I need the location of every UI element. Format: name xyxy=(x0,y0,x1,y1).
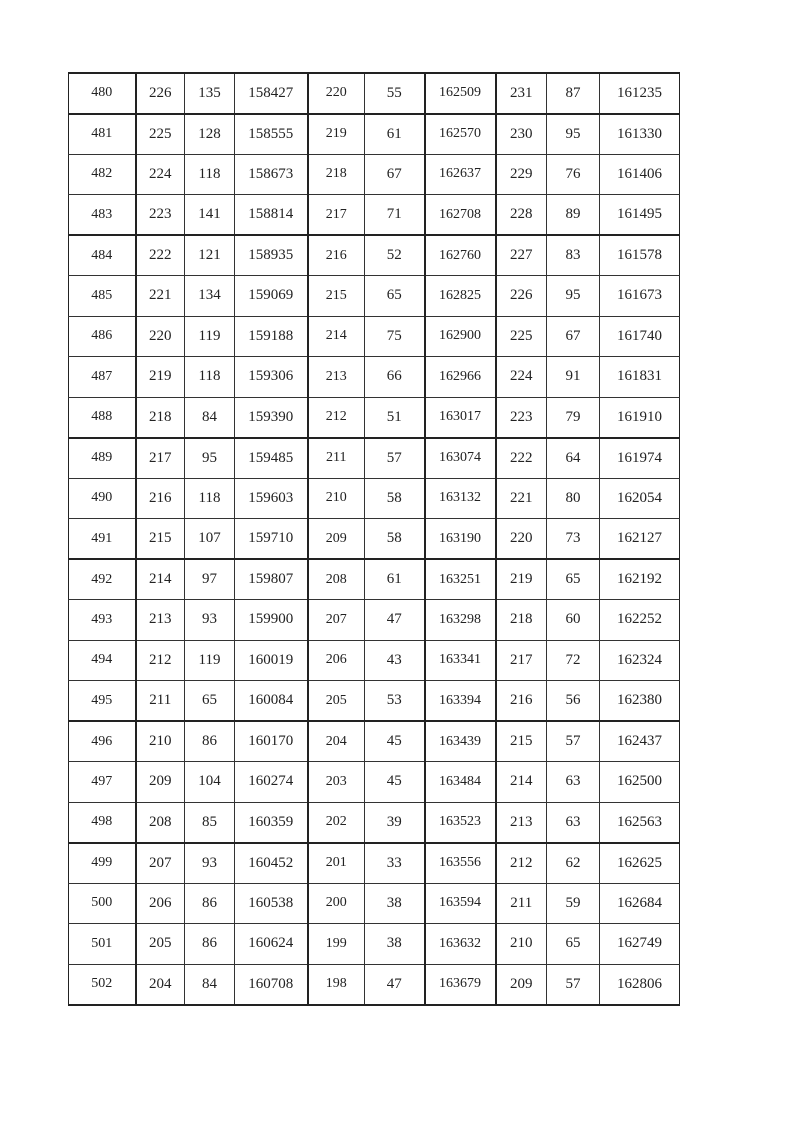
table-row xyxy=(69,235,680,276)
table-cell: 121 xyxy=(185,235,235,276)
table-cell: 56 xyxy=(547,681,600,722)
table-cell: 67 xyxy=(547,316,600,357)
table-cell: 212 xyxy=(136,640,185,681)
table-cell: 162749 xyxy=(600,924,680,965)
table-cell: 38 xyxy=(365,883,425,924)
table-cell: 217 xyxy=(496,640,547,681)
table-cell: 86 xyxy=(185,883,235,924)
table-cell: 207 xyxy=(308,600,365,641)
table-cell: 210 xyxy=(136,721,185,762)
table-cell: 207 xyxy=(136,843,185,884)
table-cell: 212 xyxy=(496,843,547,884)
table-cell: 162637 xyxy=(425,154,496,195)
table-cell: 163074 xyxy=(425,438,496,479)
table-cell: 89 xyxy=(547,195,600,236)
table-cell: 213 xyxy=(496,802,547,843)
table-row xyxy=(69,73,680,114)
table-cell: 163017 xyxy=(425,397,496,438)
table-cell: 481 xyxy=(69,114,136,155)
table-cell: 119 xyxy=(185,640,235,681)
table-cell: 47 xyxy=(365,600,425,641)
table-cell: 47 xyxy=(365,964,425,1005)
table-cell: 161330 xyxy=(600,114,680,155)
table-cell: 93 xyxy=(185,843,235,884)
table-cell: 107 xyxy=(185,519,235,560)
table-cell: 210 xyxy=(308,478,365,519)
table-cell: 63 xyxy=(547,802,600,843)
table-cell: 95 xyxy=(547,114,600,155)
table-cell: 493 xyxy=(69,600,136,641)
table-cell: 216 xyxy=(496,681,547,722)
table-cell: 162380 xyxy=(600,681,680,722)
table-cell: 485 xyxy=(69,276,136,317)
table-cell: 163632 xyxy=(425,924,496,965)
table-cell: 64 xyxy=(547,438,600,479)
table-cell: 218 xyxy=(496,600,547,641)
table-cell: 211 xyxy=(136,681,185,722)
table-body xyxy=(69,73,680,1005)
table-cell: 162127 xyxy=(600,519,680,560)
table-cell: 215 xyxy=(308,276,365,317)
table-cell: 160708 xyxy=(235,964,308,1005)
table-cell: 496 xyxy=(69,721,136,762)
table-cell: 162806 xyxy=(600,964,680,1005)
table-cell: 158814 xyxy=(235,195,308,236)
table-cell: 158673 xyxy=(235,154,308,195)
table-cell: 159390 xyxy=(235,397,308,438)
table-row xyxy=(69,721,680,762)
table-cell: 224 xyxy=(136,154,185,195)
table-cell: 204 xyxy=(308,721,365,762)
table-cell: 163523 xyxy=(425,802,496,843)
table-cell: 231 xyxy=(496,73,547,114)
table-cell: 45 xyxy=(365,721,425,762)
table-cell: 214 xyxy=(136,559,185,600)
table-cell: 159069 xyxy=(235,276,308,317)
table-cell: 205 xyxy=(136,924,185,965)
table-cell: 65 xyxy=(547,559,600,600)
table-cell: 160538 xyxy=(235,883,308,924)
table-cell: 497 xyxy=(69,762,136,803)
table-cell: 86 xyxy=(185,721,235,762)
table-cell: 57 xyxy=(365,438,425,479)
table-row xyxy=(69,964,680,1005)
table-cell: 229 xyxy=(496,154,547,195)
table-cell: 161406 xyxy=(600,154,680,195)
table-cell: 76 xyxy=(547,154,600,195)
table-cell: 61 xyxy=(365,114,425,155)
table-cell: 97 xyxy=(185,559,235,600)
table-row xyxy=(69,559,680,600)
table-cell: 141 xyxy=(185,195,235,236)
table-cell: 55 xyxy=(365,73,425,114)
table-cell: 209 xyxy=(308,519,365,560)
score-table xyxy=(68,72,680,1006)
table-cell: 161910 xyxy=(600,397,680,438)
table-cell: 219 xyxy=(308,114,365,155)
table-cell: 215 xyxy=(136,519,185,560)
table-cell: 135 xyxy=(185,73,235,114)
table-cell: 161578 xyxy=(600,235,680,276)
table-cell: 498 xyxy=(69,802,136,843)
table-cell: 219 xyxy=(136,357,185,398)
table-cell: 226 xyxy=(496,276,547,317)
table-cell: 87 xyxy=(547,73,600,114)
table-cell: 33 xyxy=(365,843,425,884)
table-cell: 162563 xyxy=(600,802,680,843)
table-cell: 217 xyxy=(308,195,365,236)
table-cell: 160452 xyxy=(235,843,308,884)
table-cell: 208 xyxy=(136,802,185,843)
table-cell: 163594 xyxy=(425,883,496,924)
table-cell: 119 xyxy=(185,316,235,357)
table-cell: 214 xyxy=(496,762,547,803)
table-cell: 208 xyxy=(308,559,365,600)
table-cell: 84 xyxy=(185,397,235,438)
table-cell: 95 xyxy=(547,276,600,317)
table-cell: 492 xyxy=(69,559,136,600)
table-cell: 61 xyxy=(365,559,425,600)
table-cell: 216 xyxy=(136,478,185,519)
table-cell: 162900 xyxy=(425,316,496,357)
table-cell: 162684 xyxy=(600,883,680,924)
table-cell: 162825 xyxy=(425,276,496,317)
table-cell: 162760 xyxy=(425,235,496,276)
table-cell: 159485 xyxy=(235,438,308,479)
table-cell: 161673 xyxy=(600,276,680,317)
table-cell: 163298 xyxy=(425,600,496,641)
table-cell: 159807 xyxy=(235,559,308,600)
table-cell: 160084 xyxy=(235,681,308,722)
table-row xyxy=(69,762,680,803)
table-row xyxy=(69,600,680,641)
table-cell: 65 xyxy=(185,681,235,722)
table-cell: 204 xyxy=(136,964,185,1005)
table-row xyxy=(69,883,680,924)
table-cell: 75 xyxy=(365,316,425,357)
table-cell: 51 xyxy=(365,397,425,438)
table-cell: 490 xyxy=(69,478,136,519)
table-cell: 223 xyxy=(136,195,185,236)
table-row xyxy=(69,924,680,965)
table-cell: 201 xyxy=(308,843,365,884)
table-cell: 158427 xyxy=(235,73,308,114)
table-cell: 162437 xyxy=(600,721,680,762)
table-cell: 39 xyxy=(365,802,425,843)
table-cell: 162192 xyxy=(600,559,680,600)
table-row xyxy=(69,397,680,438)
table-cell: 162500 xyxy=(600,762,680,803)
table-cell: 161495 xyxy=(600,195,680,236)
table-cell: 79 xyxy=(547,397,600,438)
table-cell: 163394 xyxy=(425,681,496,722)
table-cell: 163484 xyxy=(425,762,496,803)
table-cell: 38 xyxy=(365,924,425,965)
table-cell: 65 xyxy=(547,924,600,965)
table-cell: 93 xyxy=(185,600,235,641)
table-cell: 484 xyxy=(69,235,136,276)
table-cell: 163251 xyxy=(425,559,496,600)
table-cell: 495 xyxy=(69,681,136,722)
table-row xyxy=(69,114,680,155)
table-cell: 160274 xyxy=(235,762,308,803)
table-cell: 499 xyxy=(69,843,136,884)
table-cell: 71 xyxy=(365,195,425,236)
table-cell: 221 xyxy=(136,276,185,317)
table-cell: 57 xyxy=(547,721,600,762)
table-cell: 162054 xyxy=(600,478,680,519)
table-cell: 80 xyxy=(547,478,600,519)
table-row xyxy=(69,195,680,236)
table-cell: 228 xyxy=(496,195,547,236)
table-row xyxy=(69,640,680,681)
table-cell: 162252 xyxy=(600,600,680,641)
table-cell: 161740 xyxy=(600,316,680,357)
table-cell: 213 xyxy=(308,357,365,398)
table-cell: 163190 xyxy=(425,519,496,560)
table-cell: 161974 xyxy=(600,438,680,479)
table-cell: 500 xyxy=(69,883,136,924)
table-cell: 200 xyxy=(308,883,365,924)
table-cell: 160170 xyxy=(235,721,308,762)
table-cell: 225 xyxy=(496,316,547,357)
table-cell: 86 xyxy=(185,924,235,965)
table-cell: 216 xyxy=(308,235,365,276)
table-cell: 217 xyxy=(136,438,185,479)
table-row xyxy=(69,681,680,722)
table-cell: 66 xyxy=(365,357,425,398)
table-cell: 162570 xyxy=(425,114,496,155)
table-cell: 162708 xyxy=(425,195,496,236)
table-cell: 223 xyxy=(496,397,547,438)
table-cell: 57 xyxy=(547,964,600,1005)
table-cell: 159710 xyxy=(235,519,308,560)
table-cell: 163341 xyxy=(425,640,496,681)
table-cell: 159306 xyxy=(235,357,308,398)
table-cell: 206 xyxy=(136,883,185,924)
table-cell: 59 xyxy=(547,883,600,924)
table-cell: 224 xyxy=(496,357,547,398)
table-cell: 225 xyxy=(136,114,185,155)
table-cell: 226 xyxy=(136,73,185,114)
table-cell: 62 xyxy=(547,843,600,884)
table-row xyxy=(69,154,680,195)
table-cell: 128 xyxy=(185,114,235,155)
table-cell: 199 xyxy=(308,924,365,965)
table-cell: 491 xyxy=(69,519,136,560)
table-cell: 480 xyxy=(69,73,136,114)
table-row xyxy=(69,357,680,398)
table-cell: 159188 xyxy=(235,316,308,357)
table-row xyxy=(69,316,680,357)
table-cell: 163439 xyxy=(425,721,496,762)
table-cell: 218 xyxy=(136,397,185,438)
table-cell: 214 xyxy=(308,316,365,357)
table-cell: 67 xyxy=(365,154,425,195)
table-cell: 163556 xyxy=(425,843,496,884)
table-cell: 222 xyxy=(496,438,547,479)
table-cell: 198 xyxy=(308,964,365,1005)
table-cell: 209 xyxy=(496,964,547,1005)
table-cell: 85 xyxy=(185,802,235,843)
table-row xyxy=(69,438,680,479)
table-cell: 163679 xyxy=(425,964,496,1005)
table-cell: 219 xyxy=(496,559,547,600)
table-cell: 134 xyxy=(185,276,235,317)
table-cell: 212 xyxy=(308,397,365,438)
table-cell: 489 xyxy=(69,438,136,479)
table-cell: 220 xyxy=(308,73,365,114)
table-cell: 215 xyxy=(496,721,547,762)
table-cell: 209 xyxy=(136,762,185,803)
table-cell: 220 xyxy=(496,519,547,560)
table-cell: 482 xyxy=(69,154,136,195)
table-cell: 60 xyxy=(547,600,600,641)
table-cell: 45 xyxy=(365,762,425,803)
table-cell: 118 xyxy=(185,478,235,519)
table-cell: 159603 xyxy=(235,478,308,519)
table-cell: 230 xyxy=(496,114,547,155)
table-cell: 104 xyxy=(185,762,235,803)
table-cell: 158555 xyxy=(235,114,308,155)
table-cell: 502 xyxy=(69,964,136,1005)
table-cell: 211 xyxy=(496,883,547,924)
table-cell: 43 xyxy=(365,640,425,681)
table-cell: 483 xyxy=(69,195,136,236)
table-cell: 73 xyxy=(547,519,600,560)
table-cell: 58 xyxy=(365,519,425,560)
table-row xyxy=(69,843,680,884)
table-cell: 118 xyxy=(185,154,235,195)
table-cell: 161831 xyxy=(600,357,680,398)
table-cell: 487 xyxy=(69,357,136,398)
table-row xyxy=(69,802,680,843)
table-cell: 160019 xyxy=(235,640,308,681)
table-cell: 222 xyxy=(136,235,185,276)
table-cell: 63 xyxy=(547,762,600,803)
table-cell: 53 xyxy=(365,681,425,722)
table-cell: 227 xyxy=(496,235,547,276)
table-cell: 205 xyxy=(308,681,365,722)
table-cell: 206 xyxy=(308,640,365,681)
table-cell: 162324 xyxy=(600,640,680,681)
table-cell: 162625 xyxy=(600,843,680,884)
table-cell: 218 xyxy=(308,154,365,195)
table-row xyxy=(69,519,680,560)
table-cell: 213 xyxy=(136,600,185,641)
table-cell: 501 xyxy=(69,924,136,965)
table-cell: 52 xyxy=(365,235,425,276)
table-cell: 494 xyxy=(69,640,136,681)
table-cell: 488 xyxy=(69,397,136,438)
table-cell: 160359 xyxy=(235,802,308,843)
table-cell: 72 xyxy=(547,640,600,681)
table-cell: 161235 xyxy=(600,73,680,114)
table-cell: 159900 xyxy=(235,600,308,641)
table-cell: 202 xyxy=(308,802,365,843)
table-cell: 162509 xyxy=(425,73,496,114)
table-cell: 95 xyxy=(185,438,235,479)
table-cell: 211 xyxy=(308,438,365,479)
table-cell: 158935 xyxy=(235,235,308,276)
table-cell: 91 xyxy=(547,357,600,398)
table-cell: 210 xyxy=(496,924,547,965)
table-cell: 203 xyxy=(308,762,365,803)
table-cell: 58 xyxy=(365,478,425,519)
table-cell: 84 xyxy=(185,964,235,1005)
table-cell: 220 xyxy=(136,316,185,357)
table-cell: 65 xyxy=(365,276,425,317)
table-cell: 221 xyxy=(496,478,547,519)
table-row xyxy=(69,478,680,519)
table-cell: 486 xyxy=(69,316,136,357)
table-cell: 163132 xyxy=(425,478,496,519)
table-row xyxy=(69,276,680,317)
table-cell: 162966 xyxy=(425,357,496,398)
table-cell: 118 xyxy=(185,357,235,398)
table-cell: 83 xyxy=(547,235,600,276)
table-cell: 160624 xyxy=(235,924,308,965)
